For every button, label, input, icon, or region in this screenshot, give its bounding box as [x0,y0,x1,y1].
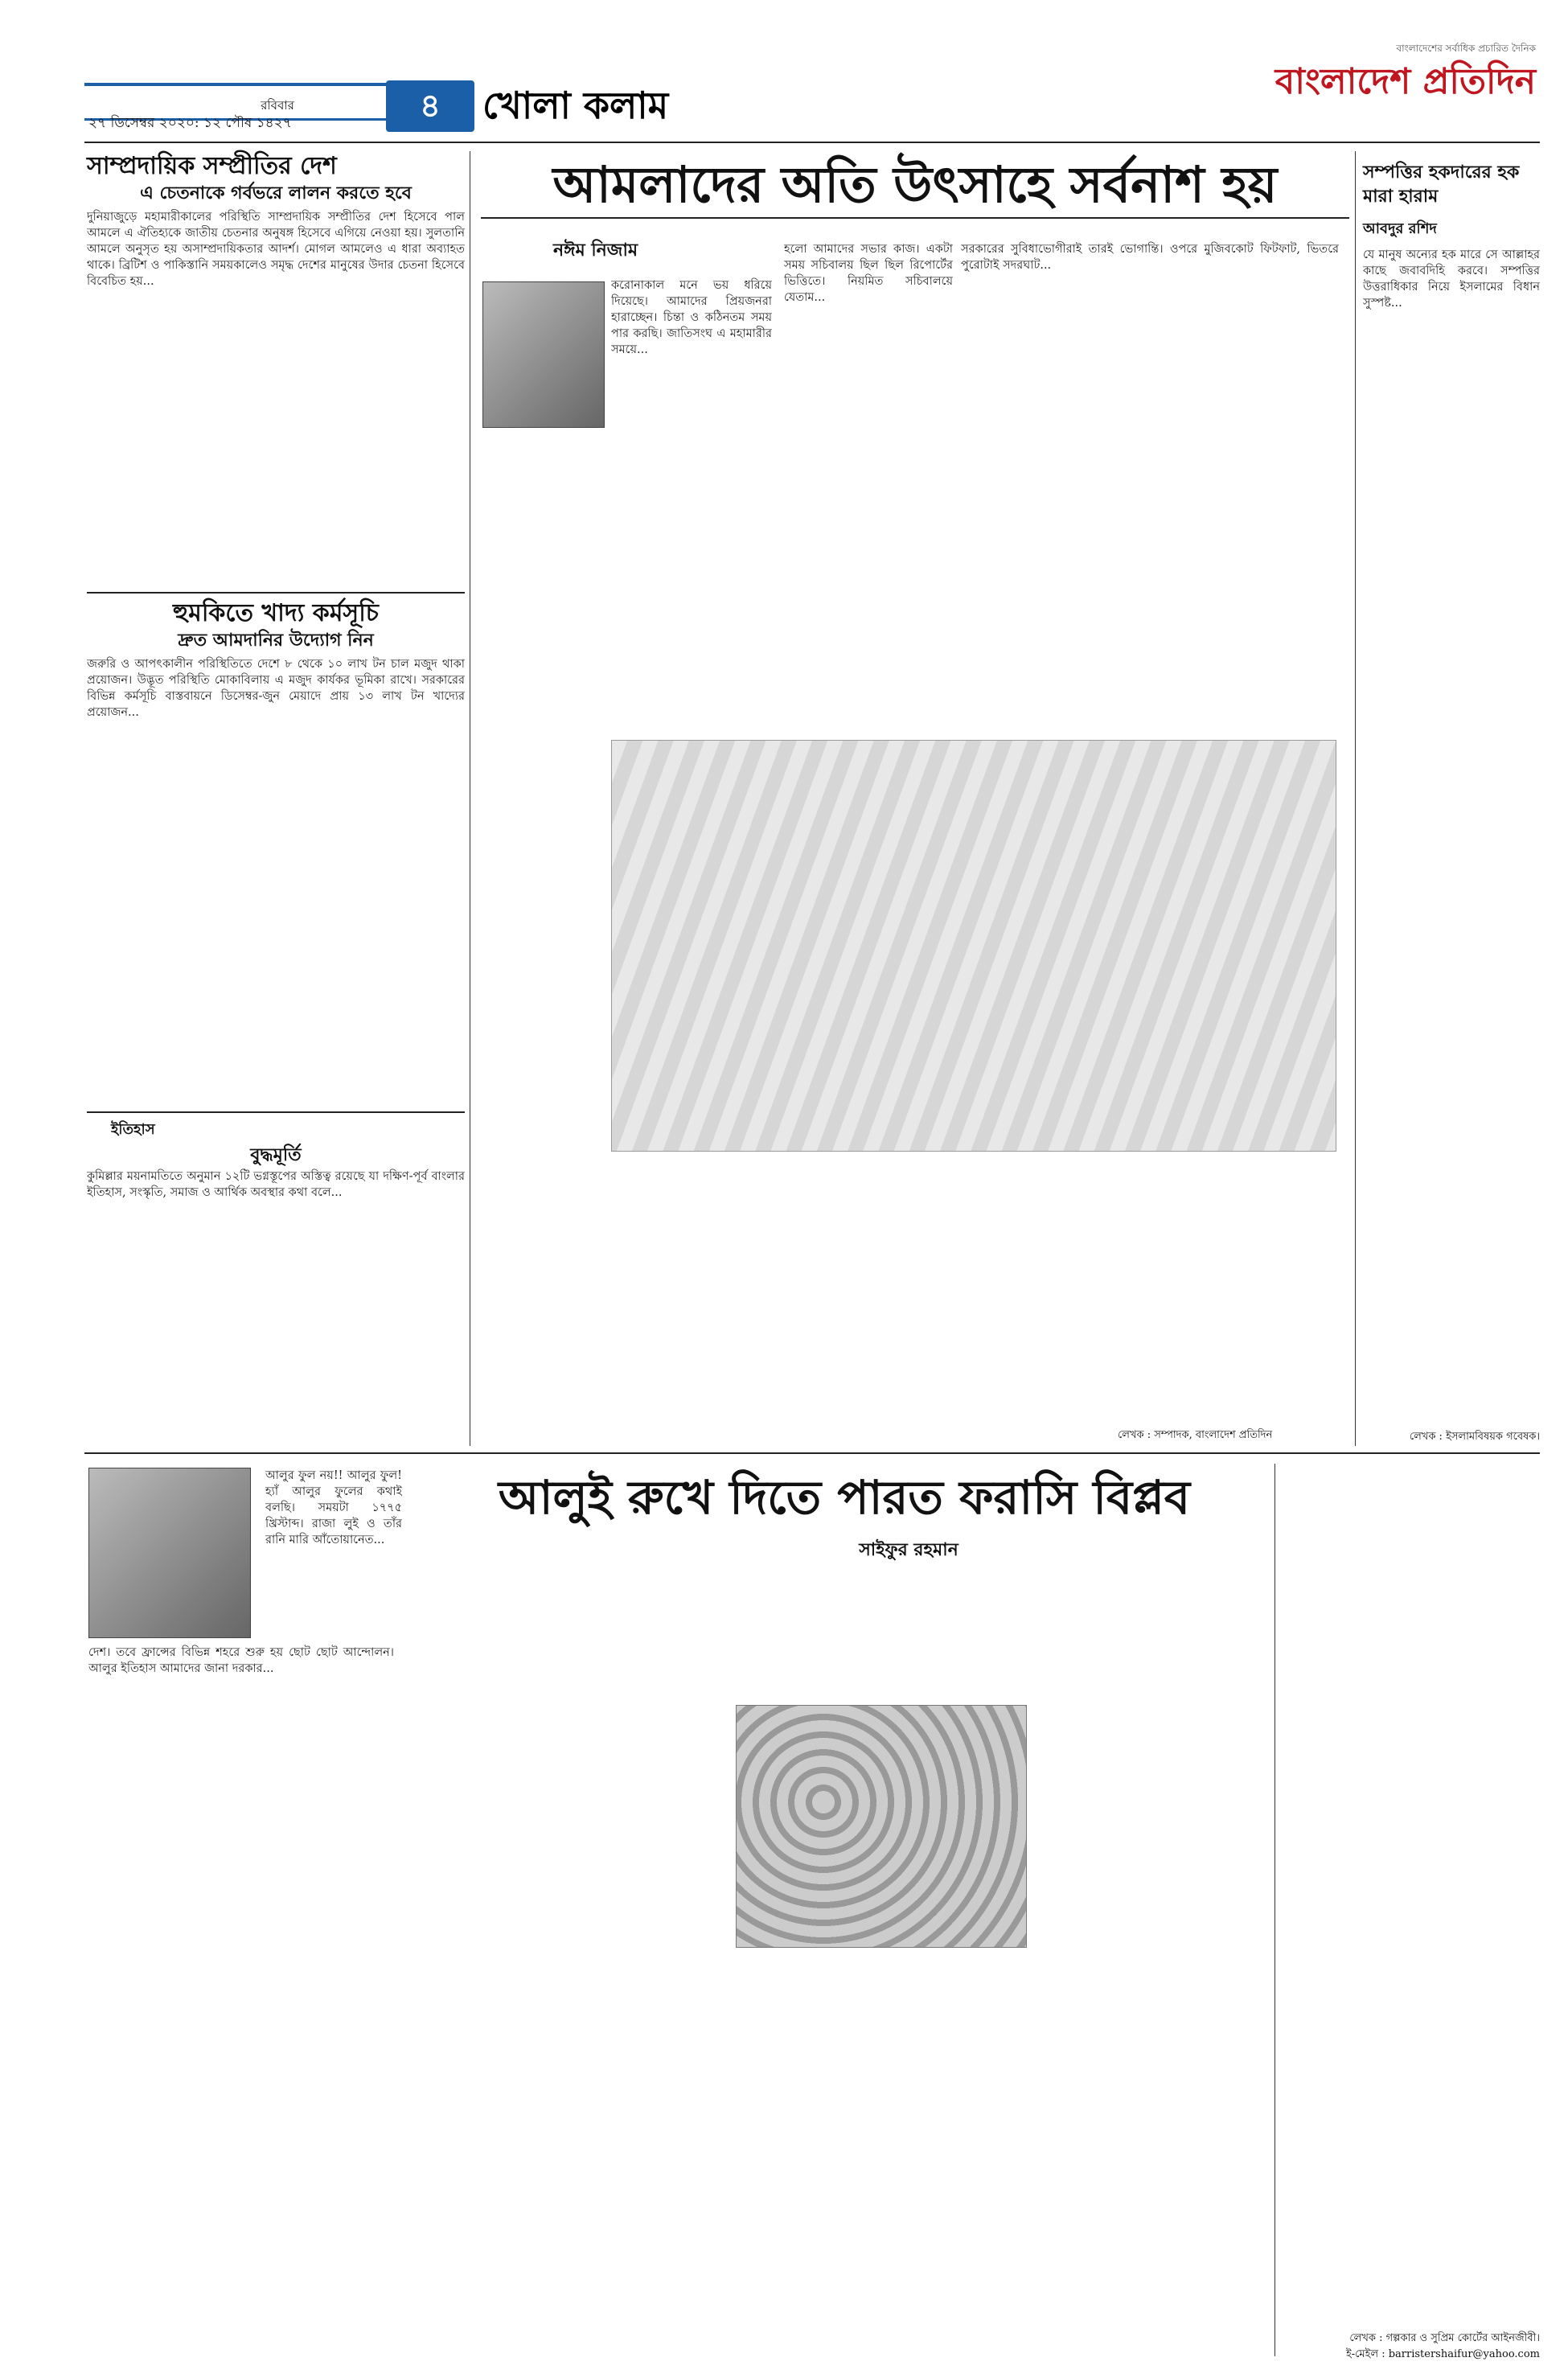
history-title: বুদ্ধমূর্তি [250,1145,302,1165]
header-date: ২৭ ডিসেম্বর ২০২০: ১২ পৌষ ১৪২৭ [88,115,292,131]
right-byline: আবদুর রশিদ [1363,220,1437,237]
potato-image [736,1705,1027,1948]
right-title: সম্পত্তির হকদারের হক মারা হারাম [1363,162,1520,207]
mid-divider [84,1452,1540,1454]
left-column [87,151,465,1522]
article2-body: জরুরি ও আপৎকালীন পরিস্থিতিতে দেশে ৮ থেকে ১০ লাখ টন চাল মজুদ থাকা প্রয়োজন। উদ্ভূত পরিস্থিতি মোকাবিলায় এ মজুদ কার্যকর ভূমিকা রাখে। সরকারের বিভিন্ন কর্মসূচি বাস্তবায়নে ডিসেম্বর-জুন মেয়াদে প্রায় ১৩ লাখ টন খাদ্যের প্রয়োজন... [87,658,465,719]
main-bottom-headline: আলুই রুখে দিতে পারত ফরাসি বিপ্লব [498,1470,1191,1525]
main-top-body-col1: করোনাকাল মনে ভয় ধরিয়ে দিয়েছে। আমাদের প্রিয়জনরা হারাচ্ছেন। চিন্তা ও কঠিনতম সময় পার করছি। জাতিসংঘ এ মহামারীর সময়ে... [611,279,772,356]
article1-subtitle: এ চেতনাকে গর্বভরে লালন করতে হবে [140,183,412,203]
section-title: খোলা কলাম [482,84,669,127]
author-photo [482,281,605,428]
bottom-body-col4 [1283,1468,1540,2328]
left-divider-2 [87,1111,465,1113]
history-body: কুমিল্লার ময়নামতিতে অনুমান ১২টি ভগ্নস্তূপের অস্তিত্ব রয়েছে যা দক্ষিণ-পূর্ব বাংলার ইতিহাস, সংস্কৃতি, সমাজ ও আর্থিক অবস্থার কথা বলে... [87,1170,465,1199]
bottom-body-col2 [406,1564,728,2344]
right-credit: লেখক : ইসলামবিষয়ক গবেষক। [1409,1431,1540,1443]
article1-body: দুনিয়াজুড়ে মহামারীকালের পরিস্থিতি সাম্প্রদায়িক সম্প্রীতির দেশ হিসেবে পাল আমলে এ ঐতিহ্যকে জাতীয় চেতনার অনুষঙ্গ হিসেবে এগিয়ে নেওয়া হয়। সুলতানি আমলে অনুসৃত হয় অসাম্প্রদায়িকতার আদর্শ। মোগল আমলেও এ ধারা অব্যাহত থাকে। ব্রিটিশ ও পাকিস্তানি সময়কালেও সমৃদ্ধ দেশের মানুষের উদার চেতনা হিসেবে বিবেচিত হয়... [87,211,465,288]
brand-logo [1270,42,1536,138]
right-column-rule [1355,151,1356,1446]
page-number: ৪ [386,80,474,132]
header-day: রবিবার [261,98,294,113]
history-label: ইতিহাস [111,1121,155,1138]
article2-subtitle: দ্রুত আমদানির উদ্যোগ নিন [178,630,374,651]
main-top-headline: আমলাদের অতি উৎসাহে সর্বনাশ হয় [481,153,1349,219]
bottom-body-col3 [1041,1564,1266,2344]
main-top-body-col2: হলো আমাদের সভার কাজ। একটা সময় সচিবালয় ছিল ছিল রিপোর্টের ভিত্তিতে। নিয়মিত সচিবালয়ে যেতাম... [784,243,953,304]
main-top-byline: নঈম নিজাম [553,240,638,261]
main-bottom-byline: সাইফুর রহমান [859,1539,958,1560]
main-top-body-col3: সরকারের সুবিধাভোগীরাই তারই ভোগান্তি। ওপরে মুজিবকোট ফিটফাট, ভিতরে পুরোটাই সদরঘাট... [961,243,1339,272]
brand-tagline: বাংলাদেশের সর্বাধিক প্রচারিত দৈনিক [1396,43,1536,54]
article2-title: হুমকিতে খাদ্য কর্মসূচি [173,599,379,627]
bottom-body-col1: দেশ। তবে ফ্রান্সের বিভিন্ন শহরে শুরু হয় ছোট ছোট আন্দোলন। আলুর ইতিহাস আমাদের জানা দরকার... [88,1646,394,1675]
right-column [1363,161,1540,1446]
author-photo-2 [88,1468,251,1638]
bottom-intro: আলুর ফুল নয়!! আলুর ফুল! হ্যাঁ আলুর ফুলের কথাই বলছি। সময়টা ১৭৭৫ খ্রিস্টাব্দ। রাজা লুই ও তাঁর রানি মারি আঁতোয়ানেত... [265,1469,402,1546]
bottom-credit: লেখক : গল্পকার ও সুপ্রিম কোর্টের আইনজীবী। [1349,2332,1540,2344]
bottom-email: ই-মেইল : barristershaifur@yahoo.com [1345,2348,1540,2360]
right-body: যে মানুষ অন্যের হক মারে সে আল্লাহর কাছে জবাবদিহি করবে। সম্পত্তির উত্তরাধিকার নিয়ে ইসলামের বিধান সুস্পষ্ট... [1363,248,1540,310]
header-divider [84,142,1540,143]
article1-title: সাম্প্রদায়িক সম্প্রীতির দেশ [87,152,337,180]
left-divider-1 [87,592,465,594]
main-top-credit: লেখক : সম্পাদক, বাংলাদেশ প্রতিদিন [1118,1429,1273,1441]
illustration-image [611,740,1336,1152]
brand-name: বাংলাদেশ প্রতিদিন [1275,61,1536,102]
